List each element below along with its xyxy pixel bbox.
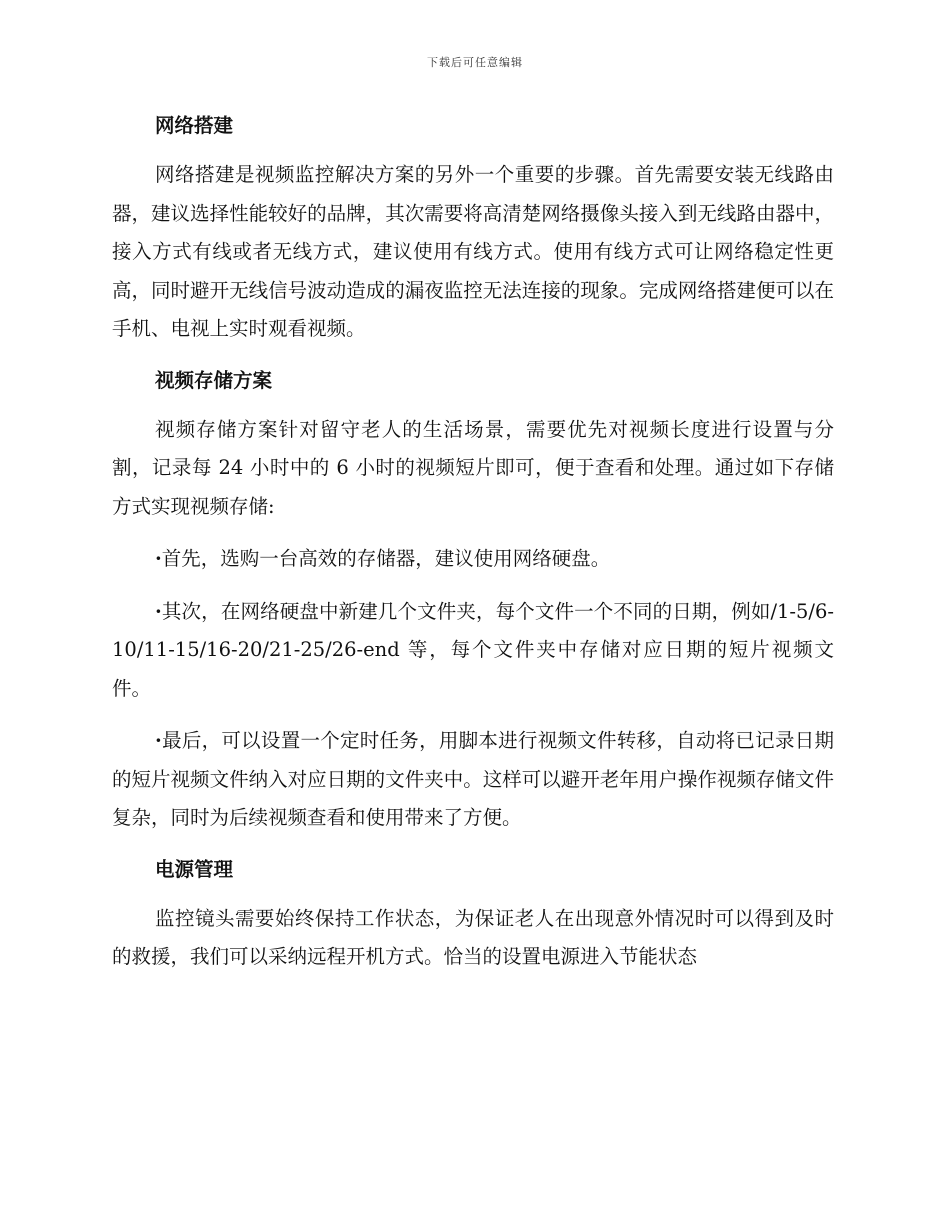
bullet-dot-icon: · bbox=[155, 729, 162, 752]
section-heading: 电源管理 bbox=[155, 857, 234, 881]
running-header: 下载后可任意编辑 bbox=[427, 56, 523, 69]
section-heading: 视频存储方案 bbox=[155, 368, 273, 392]
bullet-item bbox=[112, 540, 834, 579]
document-body bbox=[112, 108, 834, 991]
bullet-item bbox=[112, 722, 834, 838]
bullet-text: 最后，可以设置一个定时任务，用脚本进行视频文件转移，自动将已记录日期的短片视频文件纳入对应日期的文件夹中。这样可以避开老年用户操作视频存储文件复杂，同时为后续视频查看和使用带来了方便。 bbox=[112, 729, 834, 829]
section-power-management bbox=[112, 852, 834, 977]
body-paragraph: 网络搭建是视频监控解决方案的另外一个重要的步骤。首先需要安装无线路由器，建议选择性能较好的品牌，其次需要将高清楚网络摄像头接入到无线路由器中，接入方式有线或者无线方式，建议使用有线方式。使用有线方式可让网络稳定性更高，同时避开无线信号波动造成的漏夜监控无法连接的现象。完成网络搭建便可以在手机、电视上实时观看视频。 bbox=[112, 163, 834, 340]
body-paragraph: 监控镜头需要始终保持工作状态，为保证老人在出现意外情况时可以得到及时的救援，我们可以采纳远程开机方式。恰当的设置电源进入节能状态 bbox=[112, 906, 834, 968]
bullet-dot-icon: · bbox=[155, 547, 162, 570]
section-network-setup bbox=[112, 108, 834, 349]
bullet-dot-icon: · bbox=[155, 599, 162, 623]
section-video-storage bbox=[112, 363, 834, 838]
bullet-text: 其次，在网络硬盘中新建几个文件夹，每个文件一个不同的日期，例如/1-5/6-10/11-15/16-20/21-25/26-end 等，每个文件夹中存储对应日期的短片视频文件。 bbox=[112, 599, 834, 700]
bullet-text: 首先，选购一台高效的存储器，建议使用网络硬盘。 bbox=[161, 547, 611, 570]
bullet-item bbox=[112, 593, 834, 709]
section-heading: 网络搭建 bbox=[155, 114, 234, 137]
body-paragraph: 视频存储方案针对留守老人的生活场景，需要优先对视频长度进行设置与分割，记录每 24 小时中的 6 小时的视频短片即可，便于查看和处理。通过如下存储方式实现视频存储: bbox=[112, 417, 834, 518]
